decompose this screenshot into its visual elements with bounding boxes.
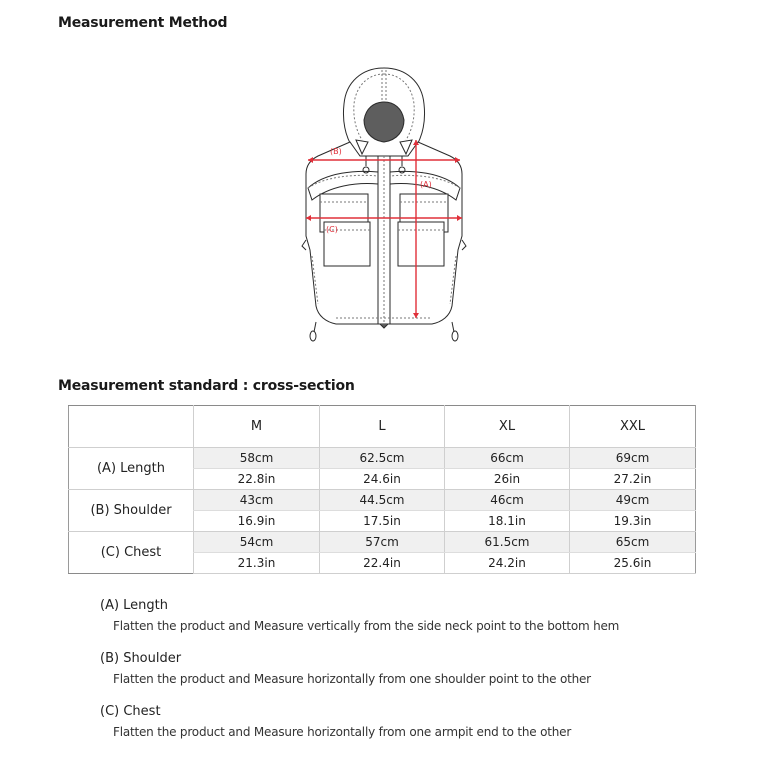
size-header-m: M	[194, 406, 320, 448]
table-cell: 62.5cm	[320, 448, 445, 469]
table-cell: 19.3in	[570, 511, 696, 532]
jacket-diagram	[296, 60, 472, 346]
label-b: (B)	[330, 147, 342, 156]
table-cell: 22.8in	[194, 469, 320, 490]
table-cell: 18.1in	[445, 511, 570, 532]
table-row	[69, 532, 696, 553]
row-label-length: (A) Length	[69, 448, 194, 490]
label-a: (A)	[420, 180, 432, 189]
table-row	[69, 448, 696, 469]
table-header-row	[69, 406, 696, 448]
note-text: Flatten the product and Measure horizontally from one armpit end to the other	[113, 725, 572, 739]
table-cell: 66cm	[445, 448, 570, 469]
note-shoulder	[100, 649, 700, 690]
note-length	[100, 596, 700, 637]
note-text: Flatten the product and Measure vertically from the side neck point to the bottom hem	[113, 619, 620, 633]
size-table	[68, 405, 696, 574]
size-header-l: L	[320, 406, 445, 448]
table-corner-cell	[69, 406, 194, 448]
label-c: (C)	[326, 225, 338, 234]
table-cell: 27.2in	[570, 469, 696, 490]
table-cell: 22.4in	[320, 553, 445, 574]
table-cell: 17.5in	[320, 511, 445, 532]
table-cell: 16.9in	[194, 511, 320, 532]
table-cell: 44.5cm	[320, 490, 445, 511]
note-text: Flatten the product and Measure horizontally from one shoulder point to the other	[113, 672, 591, 686]
table-cell: 26in	[445, 469, 570, 490]
note-title: (B) Shoulder	[100, 651, 182, 666]
table-cell: 24.6in	[320, 469, 445, 490]
measurement-standard-heading: Measurement standard : cross-section	[58, 378, 355, 394]
note-title: (C) Chest	[100, 704, 161, 719]
table-cell: 54cm	[194, 532, 320, 553]
row-label-chest: (C) Chest	[100, 545, 162, 560]
table-cell: 65cm	[570, 532, 696, 553]
table-cell: 49cm	[570, 490, 696, 511]
measurement-method-heading: Measurement Method	[58, 15, 228, 31]
table-cell: 61.5cm	[445, 532, 570, 553]
measurement-notes	[100, 596, 700, 755]
note-title: (A) Length	[100, 598, 169, 613]
table-cell: 21.3in	[194, 553, 320, 574]
table-cell: 58cm	[194, 448, 320, 469]
table-row	[69, 490, 696, 511]
row-label-shoulder: (B) Shoulder	[69, 490, 194, 532]
table-cell: 57cm	[320, 532, 445, 553]
table-cell: 69cm	[570, 448, 696, 469]
table-cell: 43cm	[194, 490, 320, 511]
size-header-xl: XL	[445, 406, 570, 448]
size-header-xxl: XXL	[570, 406, 696, 448]
table-cell: 25.6in	[570, 553, 696, 574]
table-cell: 24.2in	[445, 553, 570, 574]
table-cell: 46cm	[445, 490, 570, 511]
note-chest	[100, 702, 700, 743]
